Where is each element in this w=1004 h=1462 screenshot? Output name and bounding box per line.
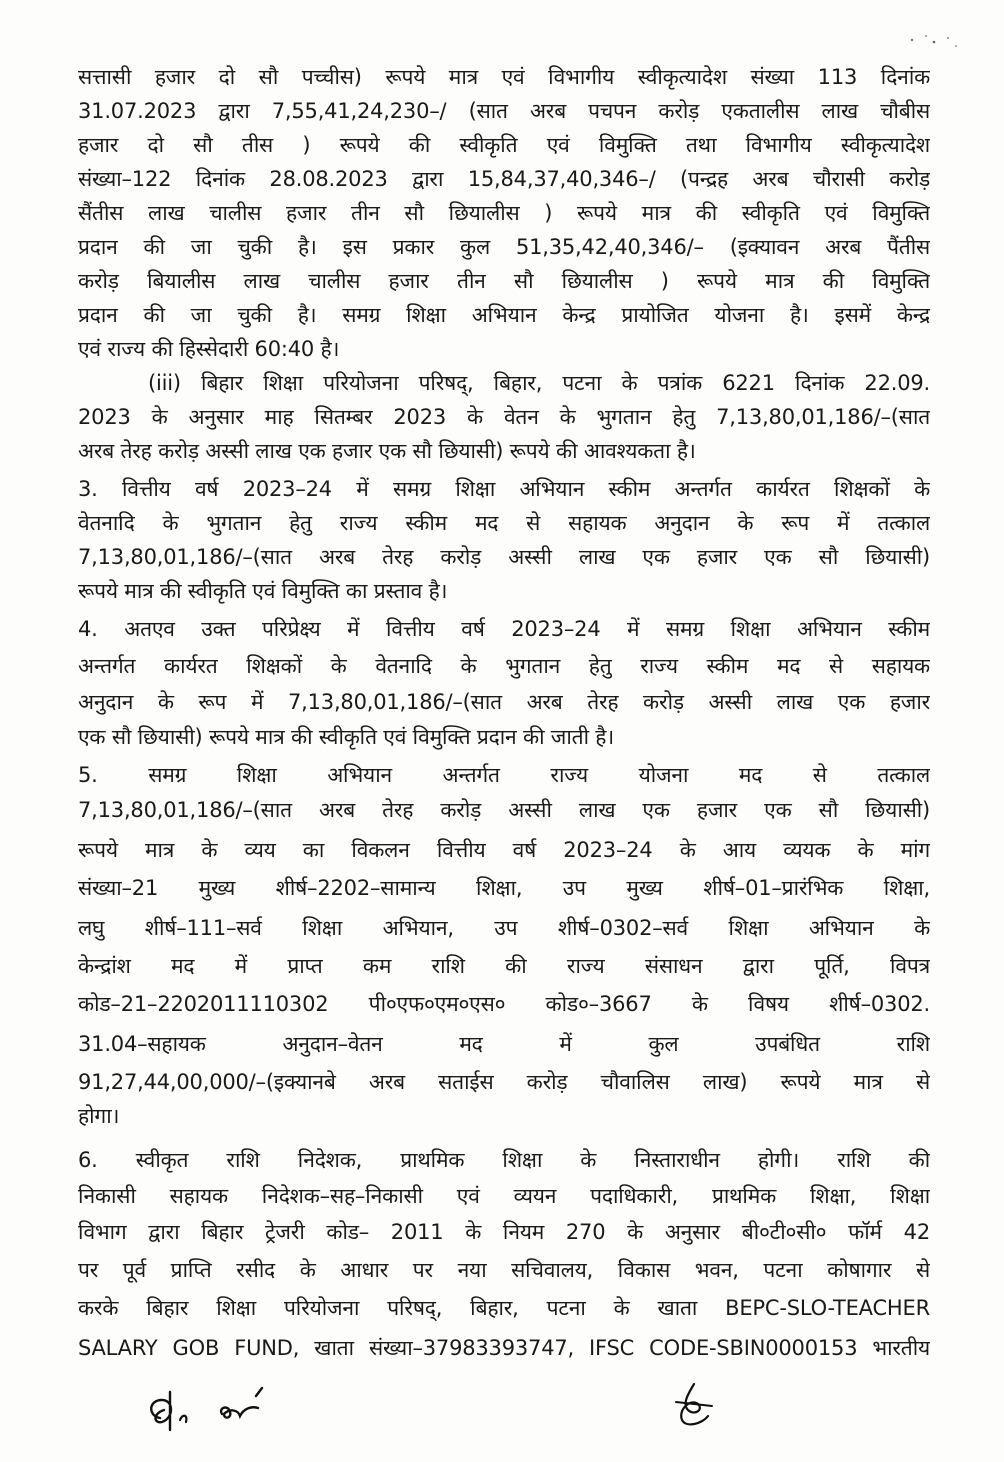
text-line: 2023 के अनुसार माह सितम्बर 2023 के वेतन के भुगतान हेतु 7,13,80,01,186/–(सात — [78, 405, 930, 429]
text-line: अन्तर्गत कार्यरत शिक्षकों के वेतनादि के भुगतान हेतु राज्य स्कीम मद से सहायक — [78, 654, 930, 678]
text-line: सत्तासी हजार दो सौ पच्चीस) रूपये मात्र एवं विभागीय स्वीकृत्यादेश संख्या 113 दिनांक — [78, 65, 930, 89]
text-line: हजार दो सौ तीस ) रूपये की स्वीकृति एवं विमुक्ति तथा विभागीय स्वीकृत्यादेश — [78, 133, 930, 157]
text-line: वेतनादि के भुगतान हेतु राज्य स्कीम मद से सहायक अनुदान के रूप में तत्काल — [78, 511, 930, 535]
text-line: पर पूर्व प्राप्ति रसीद के आधार पर नया सचिवालय, विकास भवन, पटना कोषागार से — [78, 1258, 930, 1282]
text-line: एक सौ छियासी) रूपये मात्र की स्वीकृति एवं विमुक्ति प्रदान की जाती है। — [78, 725, 615, 749]
text-line: 7,13,80,01,186/–(सात अरब तेरह करोड़ अस्सी लाख एक हजार एक सौ छियासी) — [78, 545, 930, 569]
scan-speckle — [904, 26, 964, 56]
text-line: SALARY GOB FUND, खाता संख्या–37983393747, IFSC CODE-SBIN0000153 भारतीय — [78, 1336, 930, 1360]
text-line: लघु शीर्ष–111–सर्व शिक्षा अभियान, उप शीर्ष–0302–सर्व शिक्षा अभियान के — [78, 916, 930, 940]
text-line: करके बिहार शिक्षा परियोजना परिषद्, बिहार, पटना के खाता BEPC-SLO-TEACHER — [78, 1296, 930, 1320]
text-line: अरब तेरह करोड़ अस्सी लाख एक हजार एक सौ छियासी) रूपये की आवश्यकता है। — [78, 439, 696, 463]
text-line: होगा। — [78, 1104, 120, 1128]
text-line: (iii) बिहार शिक्षा परियोजना परिषद्, बिहार, पटना के पत्रांक 6221 दिनांक 22.09. — [148, 371, 930, 395]
text-line: संख्या–21 मुख्य शीर्ष–2202–सामान्य शिक्षा, उप मुख्य शीर्ष–01–प्रारंभिक शिक्षा, — [78, 876, 930, 900]
signature-initials-left — [140, 1378, 290, 1440]
text-line: 31.07.2023 द्वारा 7,55,41,24,230–/ (सात अरब पचपन करोड़ एकतालीस लाख चौबीस — [78, 99, 930, 123]
text-line: 6. स्वीकृत राशि निदेशक, प्राथमिक शिक्षा के निस्ताराधीन होगी। राशि की — [78, 1148, 930, 1172]
text-line: संख्या–122 दिनांक 28.08.2023 द्वारा 15,84,37,40,346–/ (पन्द्रह अरब चौरासी करोड़ — [78, 167, 930, 191]
text-line: विभाग द्वारा बिहार ट्रेजरी कोड– 2011 के नियम 270 के अनुसार बी०टी०सी० फॉर्म 42 — [78, 1220, 930, 1244]
text-line: निकासी सहायक निदेशक–सह–निकासी एवं व्ययन पदाधिकारी, प्राथमिक शिक्षा, शिक्षा — [78, 1184, 930, 1208]
text-line: केन्द्रांश मद में प्राप्त कम राशि की राज्य संसाधन द्वारा पूर्ति, विपत्र — [78, 954, 930, 978]
text-line: रूपये मात्र के व्यय का विकलन वित्तीय वर्ष 2023–24 के आय व्ययक के मांग — [78, 838, 930, 862]
text-line: 7,13,80,01,186/–(सात अरब तेरह करोड़ अस्सी लाख एक हजार एक सौ छियासी) — [78, 798, 930, 822]
text-line: रूपये मात्र की स्वीकृति एवं विमुक्ति का प्रस्ताव है। — [78, 579, 448, 603]
text-line: 31.04–सहायक अनुदान–वेतन मद में कुल उपबंधित राशि — [78, 1032, 930, 1056]
text-line: 3. वित्तीय वर्ष 2023–24 में समग्र शिक्षा अभियान स्कीम अन्तर्गत कार्यरत शिक्षकों के — [78, 477, 930, 501]
text-line: अनुदान के रूप में 7,13,80,01,186/–(सात अरब तेरह करोड़ अस्सी लाख एक हजार — [78, 690, 930, 714]
text-line: 4. अतएव उक्त परिप्रेक्ष्य में वित्तीय वर्ष 2023–24 में समग्र शिक्षा अभियान स्कीम — [78, 617, 930, 641]
text-line: करोड़ बियालीस लाख चालीस हजार तीन सौ छियालीस ) रूपये मात्र की विमुक्ति — [78, 269, 930, 293]
text-line: एवं राज्य की हिस्सेदारी 60:40 है। — [78, 337, 340, 361]
text-line: प्रदान की जा चुकी है। इस प्रकार कुल 51,35,42,40,346/– (इक्यावन अरब पैंतीस — [78, 235, 930, 259]
text-line: प्रदान की जा चुकी है। समग्र शिक्षा अभियान केन्द्र प्रायोजित योजना है। इसमें केन्द्र — [78, 303, 930, 327]
text-line: 91,27,44,00,000/–(इक्यानबे अरब सताईस करोड़ चौवालिस लाख) रूपये मात्र से — [78, 1070, 930, 1094]
text-line: 5. समग्र शिक्षा अभियान अन्तर्गत राज्य योजना मद से तत्काल — [78, 763, 930, 787]
text-line: कोड–21–2202011110302 पी०एफ०एम०एस० कोड०–3667 के विषय शीर्ष–0302. — [78, 992, 930, 1016]
text-line: सैंतीस लाख चालीस हजार तीन सौ छियालीस ) रूपये मात्र की स्वीकृति एवं विमुक्ति — [78, 201, 930, 225]
signature-initials-right — [668, 1380, 720, 1430]
